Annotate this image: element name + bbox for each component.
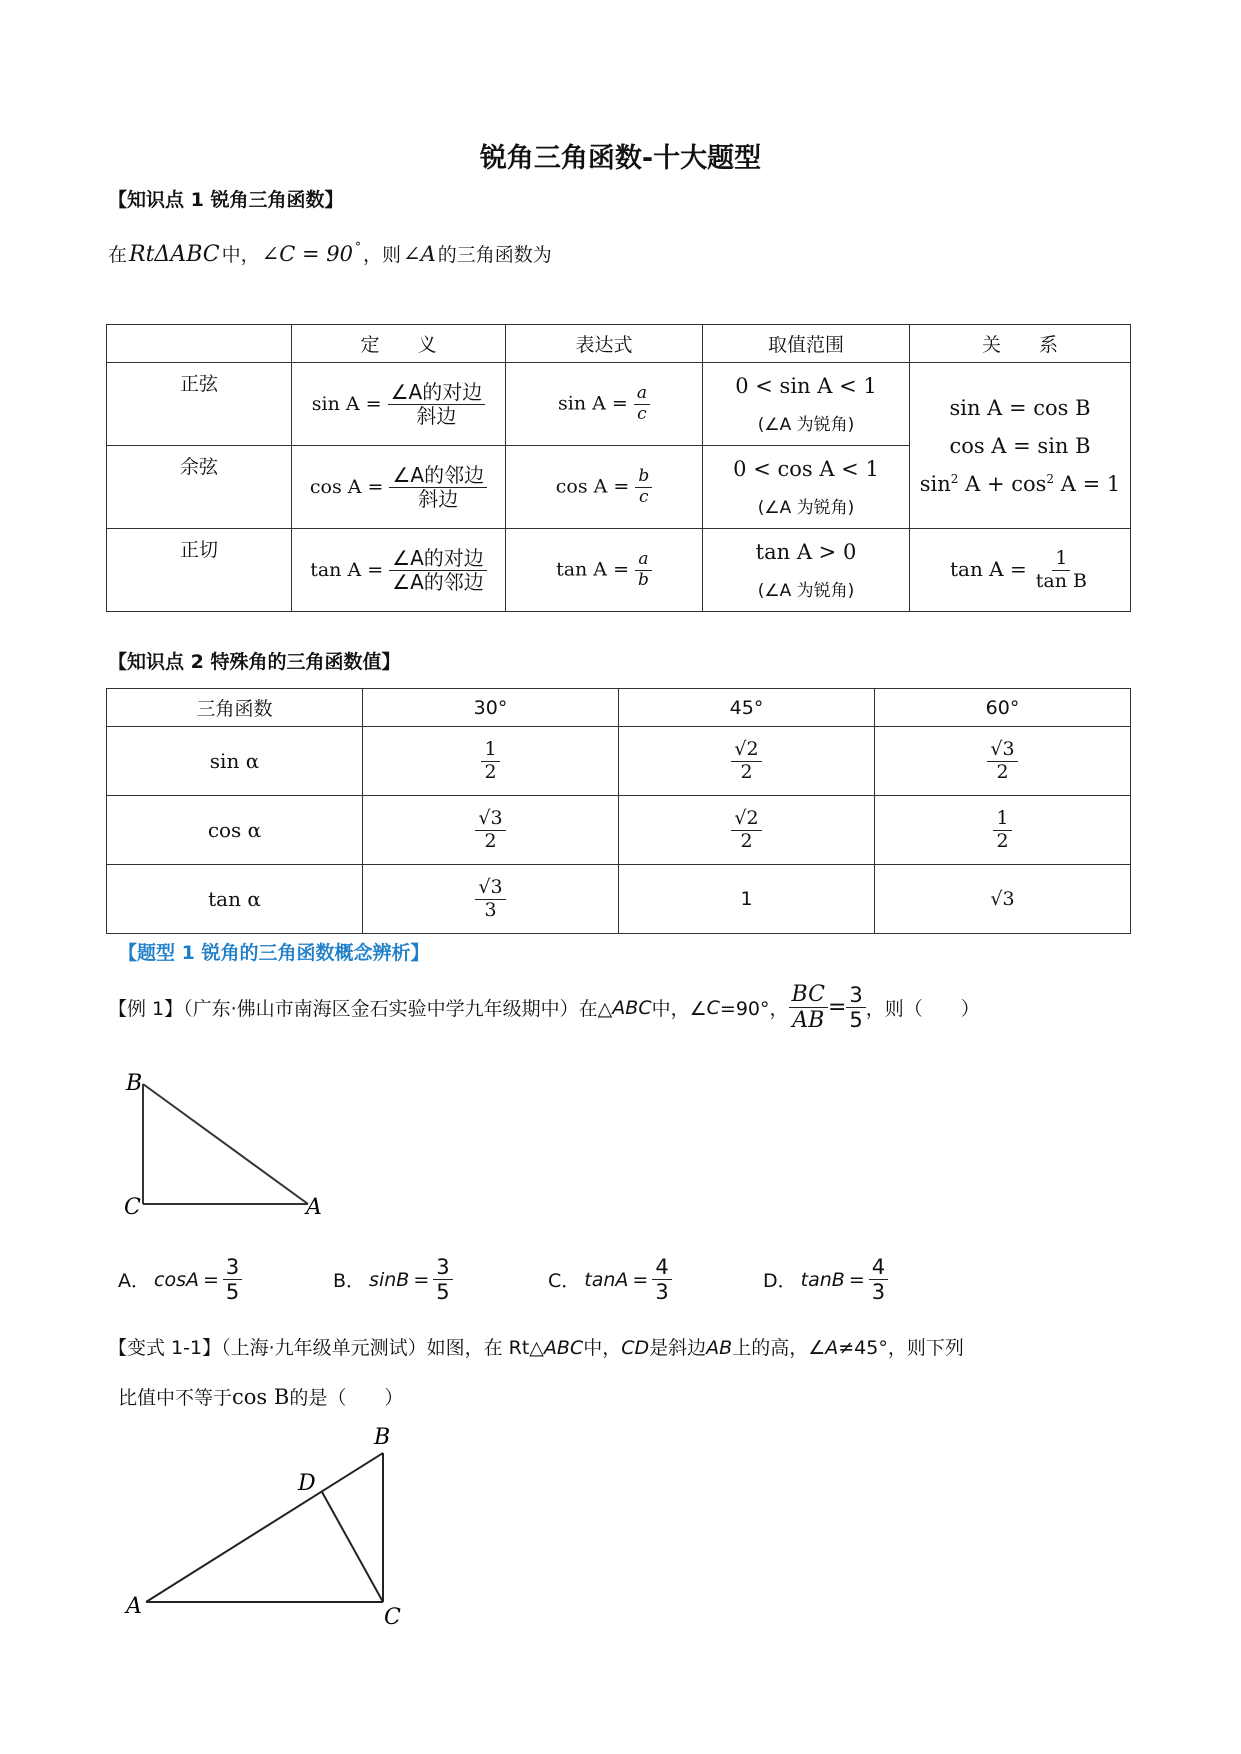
option-b-fraction	[433, 1255, 452, 1304]
func-name: tan α	[107, 865, 363, 934]
ex1-value-num: 3	[846, 983, 865, 1008]
value-cell	[363, 727, 619, 796]
var-cd: CD	[621, 1337, 650, 1359]
row-name: 余弦	[107, 446, 292, 529]
expr-fraction	[635, 550, 652, 590]
table-header-row	[107, 325, 1131, 363]
value-fraction	[731, 808, 761, 853]
ex1-ratio-num: BC	[789, 982, 828, 1008]
ex1-ratio	[789, 982, 828, 1034]
range-cell	[703, 529, 910, 612]
vertex-a-label: A	[306, 1195, 322, 1220]
func-name: cos α	[107, 796, 363, 865]
kp1-intro	[108, 240, 552, 267]
topic1-heading: 【题型 1 锐角的三角函数概念辨析】	[118, 942, 430, 964]
value-den: 2	[996, 760, 1009, 783]
header-cell: 三角函数	[107, 689, 363, 727]
value-fraction	[993, 808, 1011, 853]
range-note: (∠A 为锐角)	[757, 497, 855, 518]
definition-cell	[292, 529, 506, 612]
range-value: tan A > 0	[755, 539, 857, 564]
value-num: √3	[475, 877, 505, 900]
ex1-deg: =90°，	[719, 998, 789, 1021]
rel3-end: A = 1	[1060, 471, 1121, 496]
option-a-num: 3	[223, 1255, 242, 1280]
ex1-mid: 中，∠	[651, 998, 707, 1021]
def-fraction	[388, 381, 486, 428]
expr-num: a	[634, 384, 650, 405]
expr-lhs: cos A =	[555, 475, 630, 498]
def-fraction	[389, 547, 487, 594]
var-ab: AB	[706, 1337, 733, 1359]
vertex-b-label: B	[374, 1425, 391, 1450]
table-row	[107, 865, 1131, 934]
rel3-sup-1: 2	[950, 471, 959, 486]
var-abc: ABC	[543, 1337, 584, 1359]
side-ab	[143, 1084, 308, 1204]
value-den: 2	[484, 760, 497, 783]
option-d-func: tanB	[800, 1268, 845, 1291]
altitude-cd	[322, 1492, 383, 1602]
ex1-value	[846, 983, 865, 1032]
value-num: √3	[475, 808, 505, 831]
rel3-sup-2: 2	[1046, 471, 1055, 486]
header-cell: 45°	[619, 689, 875, 727]
range-cell	[703, 446, 910, 529]
option-c-den: 3	[655, 1280, 669, 1305]
intro-degree: °	[354, 240, 361, 254]
value-cell	[875, 796, 1131, 865]
value-num: √2	[731, 739, 761, 762]
special-angle-table	[106, 688, 1131, 934]
expr-lhs: tan A =	[556, 558, 629, 581]
variant-1-1-line-1	[108, 1333, 964, 1360]
value-num: 1	[481, 739, 499, 762]
option-b[interactable]	[333, 1255, 453, 1304]
var-mid2: 是斜边	[649, 1337, 707, 1359]
value-fraction	[475, 808, 505, 853]
expression-cell	[506, 446, 703, 529]
func-name: sin α	[107, 727, 363, 796]
def-lhs: tan A =	[310, 558, 384, 581]
range-note: (∠A 为锐角)	[757, 414, 855, 435]
var-end: ≠45°，则下列	[838, 1337, 964, 1359]
header-cell: 定 义	[292, 325, 506, 363]
variant-1-1-line-2	[118, 1383, 403, 1410]
table-row	[107, 796, 1131, 865]
value-fraction	[475, 877, 505, 922]
value-den: 2	[484, 829, 497, 852]
var-mid: 中，	[583, 1337, 622, 1359]
value-cell	[363, 865, 619, 934]
variant-1-1-figure	[120, 1420, 430, 1625]
option-b-eq: =	[413, 1268, 430, 1291]
def-den: ∠A的邻边	[392, 569, 484, 594]
ex1-eq: =	[827, 995, 847, 1021]
value-cell: 1	[619, 865, 875, 934]
value-cell	[619, 727, 875, 796]
option-b-num: 3	[433, 1255, 452, 1280]
rel4-den: tan B	[1035, 569, 1087, 592]
option-c-func: tanA	[584, 1268, 629, 1291]
definition-cell	[292, 446, 506, 529]
relations-cell	[910, 363, 1131, 529]
option-a-func: cosA	[154, 1268, 199, 1291]
option-d-letter: D．	[763, 1270, 797, 1293]
var-a: A	[825, 1337, 839, 1359]
def-num: ∠A的对边	[389, 547, 487, 571]
example-1-figure	[110, 1070, 330, 1220]
value-den: 2	[740, 760, 753, 783]
value-num: √2	[731, 808, 761, 831]
def-fraction	[389, 464, 487, 511]
def-num: ∠A的对边	[388, 381, 486, 405]
value-fraction	[481, 739, 499, 784]
intro-triangle: RtΔABC	[129, 242, 220, 267]
def-den: 斜边	[416, 403, 457, 428]
header-cell: 关 系	[910, 325, 1131, 363]
option-d-num: 4	[869, 1255, 888, 1280]
option-a-den: 5	[225, 1280, 240, 1305]
header-cell: 60°	[875, 689, 1131, 727]
intro-angle-c: ∠C = 90	[261, 242, 353, 266]
intro-end: 的三角函数为	[437, 244, 552, 266]
page-title: 锐角三角函数-十大题型	[479, 143, 762, 174]
expression-cell	[506, 363, 703, 446]
ex1-c: C	[706, 996, 720, 1019]
option-b-den: 5	[436, 1280, 450, 1305]
vertex-a-label: A	[126, 1594, 142, 1619]
value-den: 2	[740, 829, 753, 852]
ex1-ratio-den: AB	[792, 1008, 825, 1034]
expr-lhs: sin A =	[558, 392, 628, 415]
value-den: 2	[996, 829, 1009, 852]
intro-post: ，则	[362, 244, 401, 266]
header-cell: 表达式	[506, 325, 703, 363]
relation-3	[910, 472, 1130, 496]
intro-mid: 中，	[221, 244, 260, 266]
option-a-fraction	[223, 1255, 242, 1304]
ex1-pre: 【例 1】（广东·佛山市南海区金石实验中学九年级期中）在△	[108, 998, 613, 1021]
option-a-eq: =	[202, 1268, 219, 1291]
expr-num: b	[635, 467, 652, 488]
expr-den: c	[637, 403, 647, 424]
var-mid3: 上的高，∠	[732, 1337, 826, 1359]
expr-den: b	[638, 569, 649, 590]
ex1-value-den: 5	[849, 1008, 863, 1033]
example-1-stem	[108, 982, 980, 1034]
range-value: 0 < cos A < 1	[733, 456, 879, 481]
option-c-eq: =	[632, 1268, 649, 1291]
option-b-letter: B．	[333, 1270, 366, 1293]
value-fraction	[731, 739, 761, 784]
option-d-eq: =	[848, 1268, 865, 1291]
expr-fraction	[634, 384, 650, 424]
row-name: 正切	[107, 529, 292, 612]
option-c-letter: C．	[548, 1270, 581, 1293]
option-c-fraction	[652, 1255, 671, 1304]
definition-cell	[292, 363, 506, 446]
var-pre: 【变式 1-1】（上海·九年级单元测试）如图，在 Rt△	[108, 1337, 544, 1359]
ex1-abc: ABC	[612, 996, 652, 1019]
trig-definition-table	[106, 324, 1131, 612]
value-num: √3	[987, 739, 1017, 762]
vertex-b-label: B	[126, 1071, 143, 1096]
expression-cell	[506, 529, 703, 612]
expr-num: a	[635, 550, 651, 571]
var-l2-pre: 比值中不等于	[118, 1387, 233, 1409]
point-d-label: D	[298, 1471, 316, 1496]
side-ab	[146, 1453, 383, 1602]
option-c-num: 4	[652, 1255, 671, 1280]
def-lhs: sin A =	[311, 392, 382, 415]
option-b-func: sinB	[369, 1268, 410, 1291]
kp2-heading: 【知识点 2 特殊角的三角函数值】	[108, 651, 401, 673]
var-cosb: cos B	[232, 1385, 290, 1409]
table-row	[107, 363, 1131, 446]
intro-pre: 在	[108, 244, 128, 266]
def-den: 斜边	[418, 486, 459, 511]
ex1-end: ，则（ ）	[865, 998, 980, 1021]
value-cell	[619, 796, 875, 865]
range-value: 0 < sin A < 1	[735, 373, 877, 398]
relation-4-cell	[910, 529, 1131, 612]
var-l2-end: 的是（ ）	[289, 1387, 404, 1409]
expr-fraction	[635, 467, 652, 507]
option-a[interactable]	[118, 1255, 242, 1304]
value-den: 3	[484, 898, 497, 921]
value-fraction	[987, 739, 1017, 784]
option-d-fraction	[869, 1255, 888, 1304]
option-d[interactable]	[763, 1255, 888, 1304]
table-header-row	[107, 689, 1131, 727]
table-row	[107, 727, 1131, 796]
option-c[interactable]	[548, 1255, 672, 1304]
intro-angle-a: ∠A	[402, 242, 436, 266]
def-num: ∠A的邻边	[389, 464, 487, 488]
value-cell	[363, 796, 619, 865]
rel4-fraction	[1033, 548, 1090, 593]
value-cell: √3	[875, 865, 1131, 934]
expr-den: c	[639, 486, 649, 507]
header-cell	[107, 325, 292, 363]
rel3-sin: sin	[919, 471, 951, 496]
relation-2: cos A = sin B	[949, 433, 1091, 458]
relation-1: sin A = cos B	[949, 395, 1091, 420]
kp1-heading: 【知识点 1 锐角三角函数】	[108, 189, 344, 211]
vertex-c-label: C	[384, 1605, 401, 1625]
range-note: (∠A 为锐角)	[757, 580, 855, 601]
row-name: 正弦	[107, 363, 292, 446]
value-cell	[875, 727, 1131, 796]
range-cell	[703, 363, 910, 446]
rel4-num: 1	[1052, 548, 1070, 571]
rel4-lhs: tan A =	[949, 556, 1027, 581]
value-num: 1	[993, 808, 1011, 831]
option-d-den: 3	[871, 1280, 886, 1305]
def-lhs: cos A =	[309, 475, 384, 498]
option-a-letter: A．	[118, 1270, 150, 1293]
header-cell: 30°	[363, 689, 619, 727]
vertex-c-label: C	[124, 1195, 141, 1220]
table-row	[107, 529, 1131, 612]
header-cell: 取值范围	[703, 325, 910, 363]
rel3-mid: A + cos	[965, 471, 1047, 496]
